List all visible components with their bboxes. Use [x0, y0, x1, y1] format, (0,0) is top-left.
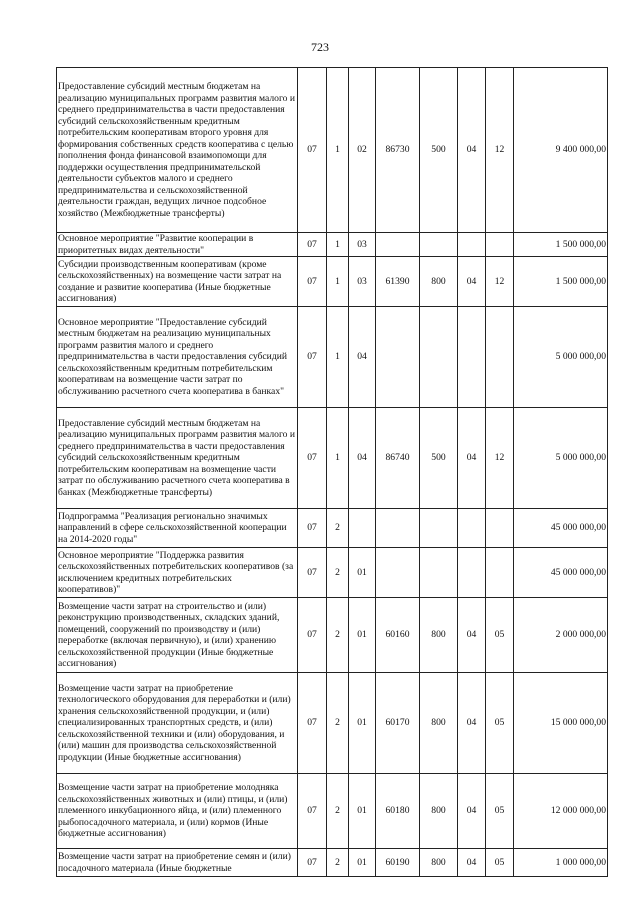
table-row — [57, 233, 608, 257]
code-program: 2 — [327, 598, 349, 673]
item-description: Субсидии производственным кооперативам (кроме сельскохозяйственных) на возмещение части затрат на создание и развитие кооператива (Иные бюджетные ассигнования) — [57, 257, 298, 307]
table-row — [57, 509, 608, 548]
code-subdivision: 05 — [486, 598, 514, 673]
item-description: Возмещение части затрат на приобретение молодняка сельскохозяйственных животных и (или) птицы, и (или) племенного инкубационного яйца, и (или) племенного рыбопосадочного материала, и (или) кормов (Иные бюджетные ассигнования) — [57, 774, 298, 849]
code-program: 2 — [327, 673, 349, 774]
code-section: 07 — [298, 68, 327, 233]
code-target-article: 60180 — [376, 774, 420, 849]
code-expense-type — [420, 509, 458, 548]
table-row — [57, 548, 608, 598]
code-target-article: 60190 — [376, 849, 420, 877]
amount: 45 000 000,00 — [514, 509, 608, 548]
code-subprogram: 03 — [349, 233, 376, 257]
item-description: Возмещение части затрат на приобретение семян и (или) посадочного материала (Иные бюджетные — [57, 849, 298, 877]
code-section: 07 — [298, 598, 327, 673]
item-description: Основное мероприятие "Предоставление субсидий местным бюджетам на реализацию муниципальных программ развития малого и среднего предпринимательства в части предоставления субсидий сельскохозяйственным кредитным потребительским кооперативам на возмещение части затрат по обслуживанию расчетного счета кооператива в банках" — [57, 307, 298, 408]
amount: 1 000 000,00 — [514, 849, 608, 877]
code-program: 1 — [327, 307, 349, 408]
code-subdivision — [486, 548, 514, 598]
code-subprogram: 01 — [349, 849, 376, 877]
amount: 2 000 000,00 — [514, 598, 608, 673]
table-row — [57, 68, 608, 233]
code-division: 04 — [458, 598, 486, 673]
item-description: Предоставление субсидий местным бюджетам на реализацию муниципальных программ развития малого и среднего предпринимательства в части предоставления субсидий сельскохозяйственным кредитным потребительским кооперативам на возмещение части затрат по обслуживанию расчетного счета кооператива в банках (Межбюджетные трансферты) — [57, 408, 298, 509]
amount: 15 000 000,00 — [514, 673, 608, 774]
code-target-article — [376, 307, 420, 408]
code-target-article: 86740 — [376, 408, 420, 509]
code-expense-type: 800 — [420, 774, 458, 849]
code-division — [458, 548, 486, 598]
code-subprogram: 01 — [349, 598, 376, 673]
code-expense-type — [420, 233, 458, 257]
code-subdivision — [486, 509, 514, 548]
code-division: 04 — [458, 673, 486, 774]
table-row — [57, 774, 608, 849]
table-row — [57, 849, 608, 877]
code-target-article: 60160 — [376, 598, 420, 673]
code-expense-type — [420, 548, 458, 598]
code-target-article: 61390 — [376, 257, 420, 307]
code-division: 04 — [458, 68, 486, 233]
code-target-article — [376, 548, 420, 598]
code-program: 1 — [327, 257, 349, 307]
code-section: 07 — [298, 849, 327, 877]
amount: 1 500 000,00 — [514, 233, 608, 257]
code-program: 2 — [327, 509, 349, 548]
item-description: Предоставление субсидий местным бюджетам на реализацию муниципальных программ развития малого и среднего предпринимательства в части предоставления субсидий сельскохозяйственным кредитным потребительским кооперативам второго уровня для формирования собственных средств кооператива с целью пополнения фонда финансовой взаимопомощи для поддержки осуществления предпринимательской деятельности субъектов малого и среднего предпринимательства и сельскохозяйственной деятельности граждан, ведущих личное подсобное хозяйство (Межбюджетные трансферты) — [57, 68, 298, 233]
code-division — [458, 307, 486, 408]
item-description: Возмещение части затрат на строительство и (или) реконструкцию производственных, складских зданий, помещений, сооружений по производству и (или) переработке (включая первичную), и (или) хранению сельскохозяйственной продукции (Иные бюджетные ассигнования) — [57, 598, 298, 673]
code-section: 07 — [298, 548, 327, 598]
amount: 5 000 000,00 — [514, 307, 608, 408]
code-division — [458, 233, 486, 257]
code-division: 04 — [458, 774, 486, 849]
item-description: Подпрограмма "Реализация регионально значимых направлений в сфере сельскохозяйственной кооперации на 2014-2020 годы" — [57, 509, 298, 548]
code-program: 1 — [327, 68, 349, 233]
code-section: 07 — [298, 774, 327, 849]
code-subdivision — [486, 233, 514, 257]
page-number: 723 — [311, 40, 329, 54]
code-section: 07 — [298, 233, 327, 257]
amount: 45 000 000,00 — [514, 548, 608, 598]
amount: 9 400 000,00 — [514, 68, 608, 233]
code-subprogram: 03 — [349, 257, 376, 307]
table-row — [57, 307, 608, 408]
code-division — [458, 509, 486, 548]
code-section: 07 — [298, 509, 327, 548]
code-program: 2 — [327, 548, 349, 598]
amount: 12 000 000,00 — [514, 774, 608, 849]
table-row — [57, 673, 608, 774]
code-subdivision — [486, 307, 514, 408]
code-target-article — [376, 233, 420, 257]
code-subdivision: 05 — [486, 774, 514, 849]
table-row — [57, 598, 608, 673]
code-expense-type: 800 — [420, 849, 458, 877]
code-subdivision: 12 — [486, 257, 514, 307]
code-subprogram: 01 — [349, 774, 376, 849]
code-program: 1 — [327, 408, 349, 509]
code-subdivision: 05 — [486, 849, 514, 877]
code-subdivision: 05 — [486, 673, 514, 774]
code-expense-type: 800 — [420, 257, 458, 307]
item-description: Возмещение части затрат на приобретение технологического оборудования для переработки и (или) хранения сельскохозяйственной продукции, и (или) специализированных транспортных средств, и (или) сельскохозяйственной техники и (или) оборудования, и (или) машин для производства сельскохозяйственной продукции (Иные бюджетные ассигнования) — [57, 673, 298, 774]
table-row — [57, 408, 608, 509]
code-expense-type: 800 — [420, 673, 458, 774]
code-section: 07 — [298, 307, 327, 408]
code-subprogram: 02 — [349, 68, 376, 233]
code-expense-type: 500 — [420, 408, 458, 509]
item-description: Основное мероприятие "Развитие кооперации в приоритетных видах деятельности" — [57, 233, 298, 257]
code-expense-type: 500 — [420, 68, 458, 233]
code-subprogram: 01 — [349, 548, 376, 598]
code-subdivision: 12 — [486, 408, 514, 509]
code-division: 04 — [458, 257, 486, 307]
code-section: 07 — [298, 673, 327, 774]
amount: 1 500 000,00 — [514, 257, 608, 307]
code-section: 07 — [298, 257, 327, 307]
code-subprogram: 01 — [349, 673, 376, 774]
table-row — [57, 257, 608, 307]
budget-table — [56, 67, 608, 877]
code-expense-type: 800 — [420, 598, 458, 673]
code-division: 04 — [458, 849, 486, 877]
item-description: Основное мероприятие "Поддержка развития сельскохозяйственных потребительских кооперативов (за исключением кредитных потребительских кооперативов)" — [57, 548, 298, 598]
code-target-article: 60170 — [376, 673, 420, 774]
code-program: 1 — [327, 233, 349, 257]
code-subprogram: 04 — [349, 408, 376, 509]
code-program: 2 — [327, 774, 349, 849]
code-subprogram: 04 — [349, 307, 376, 408]
amount: 5 000 000,00 — [514, 408, 608, 509]
code-section: 07 — [298, 408, 327, 509]
code-subprogram — [349, 509, 376, 548]
table-body — [57, 68, 608, 877]
code-subdivision: 12 — [486, 68, 514, 233]
code-program: 2 — [327, 849, 349, 877]
code-target-article: 86730 — [376, 68, 420, 233]
code-division: 04 — [458, 408, 486, 509]
code-expense-type — [420, 307, 458, 408]
code-target-article — [376, 509, 420, 548]
